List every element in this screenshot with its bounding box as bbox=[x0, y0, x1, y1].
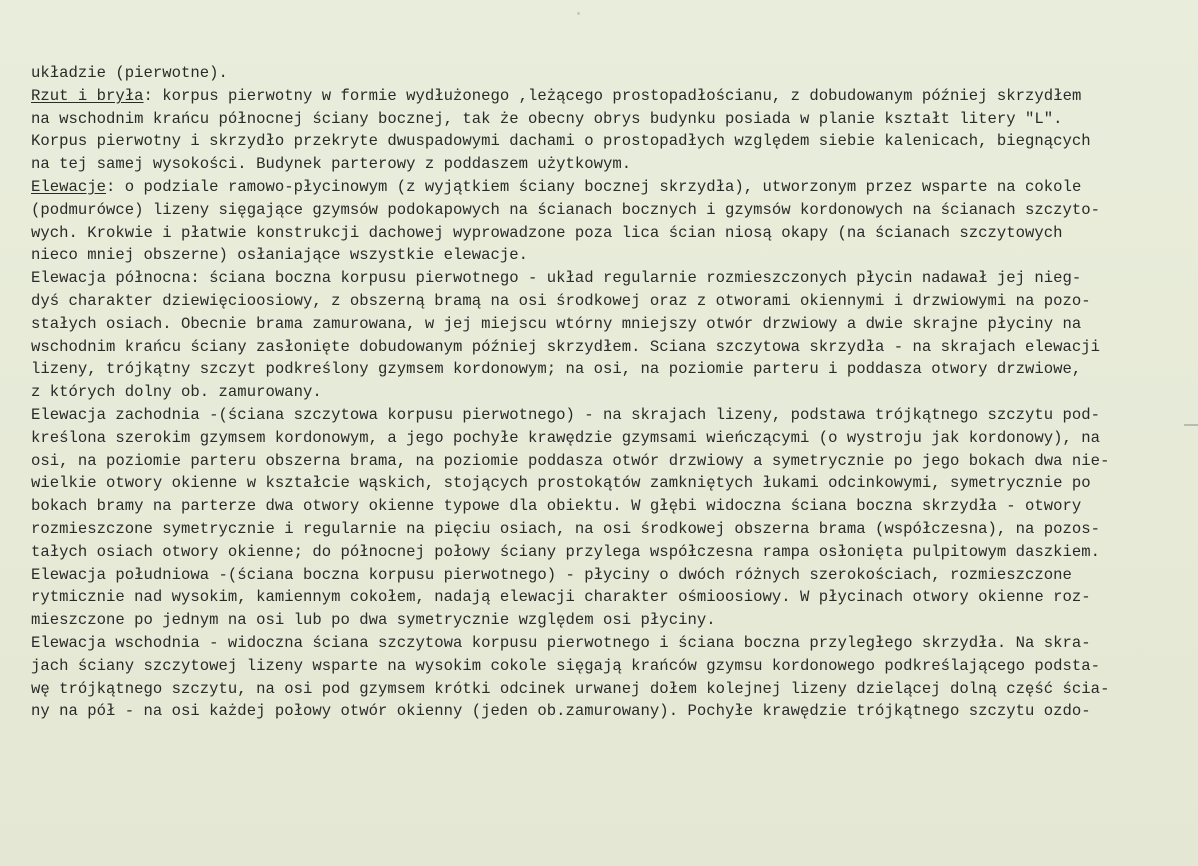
text-line-20: bokach bramy na parterze dwa otwory okienne typowe dla obiektu. W głębi widoczna ściana boczna skrzydła - otwory bbox=[31, 497, 1082, 516]
text-line-3: na wschodnim krańcu północnej ściany bocznej, tak że obecny obrys budynku posiada w planie kształt litery "L". bbox=[31, 109, 1063, 128]
text-line-12: stałych osiach. Obecnie brama zamurowana, w jej miejscu wtórny mniejszy otwór drzwiowy a dwie skrajne płyciny na bbox=[31, 314, 1082, 333]
text-line-23: Elewacja południowa -(ściana boczna korpusu pierwotnego) - płyciny o dwóch różnych szerokościach, rozmieszczone bbox=[31, 565, 1072, 584]
text-line-29: ny na pół - na osi każdej połowy otwór okienny (jeden ob.zamurowany). Pochyłe krawędzie trójkątnego szczytu ozdo- bbox=[31, 702, 1091, 721]
text-line-24: rytmicznie nad wysokim, kamiennym cokołem, nadają elewacji charakter ośmioosiowy. W płycinach otwory okienne roz- bbox=[31, 588, 1091, 607]
text-line-21: rozmieszczone symetrycznie i regularnie na pięciu osiach, na osi środkowej obszerna brama (współczesna), na pozos- bbox=[31, 519, 1101, 538]
text-line-7: (podmurówce) lizeny sięgające gzymsów podokapowych na ścianach bocznych i gzymsów kordonowych na ścianach szczyto- bbox=[31, 200, 1101, 219]
text-line-8: wych. Krokwie i płatwie konstrukcji dachowej wyprowadzone poza lica ścian niosą okapy (na ścianach szczytowych bbox=[31, 223, 1063, 242]
paper-speck bbox=[577, 12, 580, 15]
text-line-9: nieco mniej obszerne) osłaniające wszystkie elewacje. bbox=[31, 246, 529, 265]
text-line-19: wielkie otwory okienne w kształcie wąskich, stojących prostokątów zamkniętych łukami odcinkowymi, symetrycznie po bbox=[31, 474, 1091, 493]
text-line-10: Elewacja północna: ściana boczna korpusu pierwotnego - układ regularnie rozmieszczonych płycin nadawał jej nieg- bbox=[31, 269, 1082, 288]
text-line-15: z których dolny ob. zamurowany. bbox=[31, 383, 322, 402]
document-body bbox=[31, 62, 1191, 723]
text-line-26: Elewacja wschodnia - widoczna ściana szczytowa korpusu pierwotnego i ściana boczna przyległego skrzydła. Na skra- bbox=[31, 633, 1091, 652]
text-line-18: osi, na poziomie parteru obszerna brama, na poziomie poddasza otwór drzwiowy a symetrycznie po jego bokach dwa nie- bbox=[31, 451, 1110, 470]
text-line-16: Elewacja zachodnia -(ściana szczytowa korpusu pierwotnego) - na skrajach lizeny, podstawa trójkątnego szczytu pod- bbox=[31, 405, 1101, 424]
section-heading-elewacje: Elewacje bbox=[31, 177, 107, 196]
text-line-2: Rzut i bryła: korpus pierwotny w formie wydłużonego ,leżącego prostopadłościanu, z dobudowanym później skrzydłem bbox=[31, 86, 1082, 105]
text-line-1: układzie (pierwotne). bbox=[31, 64, 228, 82]
section-heading-rzut-i-bryla: Rzut i bryła bbox=[31, 86, 144, 105]
text-line-13: wschodnim krańcu ściany zasłonięte dobudowanym później skrzydłem. Sciana szczytowa skrzydła - na skrajach elewacji bbox=[31, 337, 1101, 356]
text-line-27: jach ściany szczytowej lizeny wsparte na wysokim cokole sięgają krańców gzymsu kordonowego podkreślającego podsta- bbox=[31, 656, 1101, 675]
text-line-28: wę trójkątnego szczytu, na osi pod gzymsem krótki odcinek urwanej dołem kolejnej lizeny dzielącej dolną część ścia- bbox=[31, 679, 1110, 698]
text-line-22: tałych osiach otwory okienne; do północnej połowy ściany przylega współczesna rampa osłonięta pulpitowym daszkiem. bbox=[31, 542, 1101, 561]
text-line-5: na tej samej wysokości. Budynek parterowy z poddaszem użytkowym. bbox=[31, 155, 632, 174]
text-line-14: lizeny, trójkątny szczyt podkreślony gzymsem kordonowym; na osi, na poziomie parteru i poddasza otwory drzwiowe, bbox=[31, 360, 1082, 379]
text-line-6: Elewacje: o podziale ramowo-płycinowym (z wyjątkiem ściany bocznej skrzydła), utworzonym przez wsparte na cokole bbox=[31, 177, 1082, 196]
text-line-25: mieszczone po jednym na osi lub po dwa symetrycznie względem osi płyciny. bbox=[31, 611, 716, 630]
text-line-11: dyś charakter dziewięcioosiowy, z obszerną bramą na osi środkowej oraz z otworami okiennymi i drzwiowymi na pozo- bbox=[31, 291, 1091, 310]
text-line-4: Korpus pierwotny i skrzydło przekryte dwuspadowymi dachami o prostopadłych względem siebie kalenicach, biegnących bbox=[31, 132, 1091, 151]
text-line-17: kreślona szerokim gzymsem kordonowym, a jego pochyłe krawędzie gzymsami wieńczącymi (o wystroju jak kordonowy), na bbox=[31, 428, 1101, 447]
